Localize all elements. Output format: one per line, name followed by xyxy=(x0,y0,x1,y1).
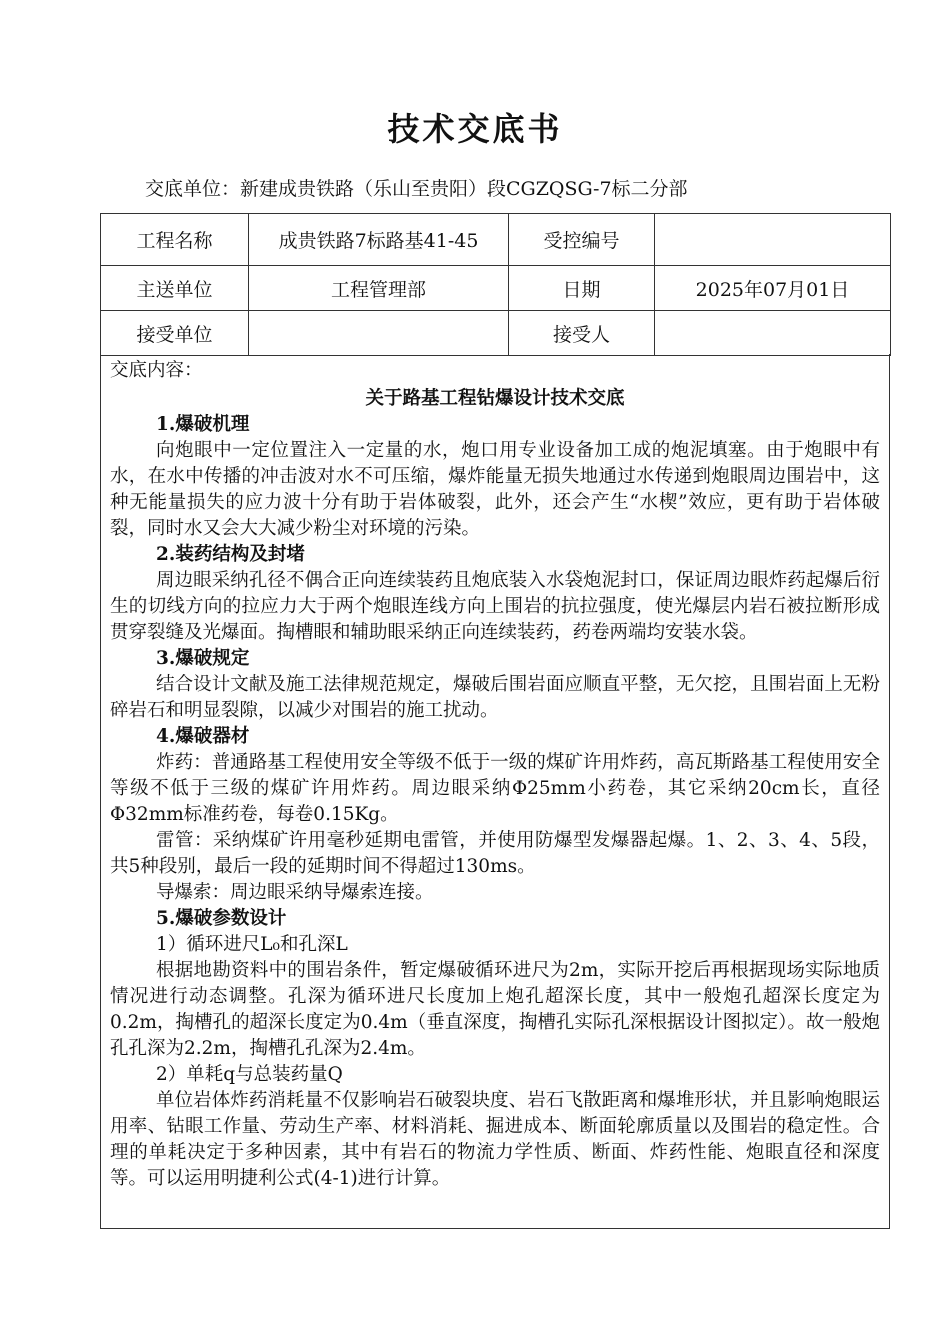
label-control-number: 受控编号 xyxy=(509,214,655,266)
section-heading-4: 4.爆破器材 xyxy=(156,726,250,747)
label-receiving-unit: 接受单位 xyxy=(101,311,249,356)
value-date: 2025年07月01日 xyxy=(655,266,891,311)
paragraph: 向炮眼中一定位置注入一定量的水，炮口用专业设备加工成的炮泥填塞。由于炮眼中有水，在水中传播的冲击波对水不可压缩，爆炸能量无损失地通过水传递到炮眼周边围岩中，这种无能量损失的应力波十分有助于岩体破裂，此外，还会产生“水楔”效应，更有助于岩体破裂，同时水又会大大减少粉尘对环境的污染。 xyxy=(110,440,880,539)
header-info-table xyxy=(100,213,891,356)
table-row xyxy=(101,214,891,266)
section-heading-3: 3.爆破规定 xyxy=(156,648,250,669)
label-main-recipient: 主送单位 xyxy=(101,266,249,311)
section-heading-1: 1.爆破机理 xyxy=(156,414,250,435)
value-project-name: 成贵铁路7标路基41-45 xyxy=(249,214,509,266)
label-date: 日期 xyxy=(509,266,655,311)
paragraph: 周边眼采纳孔径不偶合正向连续装药且炮底装入水袋炮泥封口，保证周边眼炸药起爆后衍生的切线方向的拉应力大于两个炮眼连线方向上围岩的抗拉强度，使光爆层内岩石被拉断形成贯穿裂缝及光爆面。掏槽眼和辅助眼采纳正向连续装药，药卷两端均安装水袋。 xyxy=(110,570,880,643)
content-label: 交底内容： xyxy=(110,360,203,381)
paragraph: 导爆索：周边眼采纳导爆索连接。 xyxy=(156,882,434,903)
value-receiving-unit xyxy=(249,311,509,356)
paragraph: 单位岩体炸药消耗量不仅影响岩石破裂块度、岩石飞散距离和爆堆形状，并且影响炮眼运用率、钻眼工作量、劳动生产率、材料消耗、掘进成本、断面轮廓质量以及围岩的稳定性。合理的单耗决定于多种因素，其中有岩石的物流力学性质、断面、炸药性能、炮眼直径和深度等。可以运用明捷利公式(4-1)进行计算。 xyxy=(110,1090,880,1189)
paragraph: 雷管：采纳煤矿许用毫秒延期电雷管，并使用防爆型发爆器起爆。1、2、3、4、5段，共5种段别，最后一段的延期时间不得超过130ms。 xyxy=(110,830,880,877)
section-heading-5: 5.爆破参数设计 xyxy=(156,908,287,929)
paragraph: 结合设计文献及施工法律规范规定，爆破后围岩面应顺直平整，无欠挖，且围岩面上无粉碎岩石和明显裂隙，以减少对围岩的施工扰动。 xyxy=(110,674,880,721)
paragraph: 根据地勘资料中的围岩条件，暂定爆破循环进尺为2m，实际开挖后再根据现场实际地质情况进行动态调整。孔深为循环进尺长度加上炮孔超深长度，其中一般炮孔超深长度定为0.2m，掏槽孔的超深长度定为0.4m（垂直深度，掏槽孔实际孔深根据设计图拟定）。故一般炮孔孔深为2.2m，掏槽孔孔深为2.4m。 xyxy=(110,960,880,1059)
label-receiver: 接受人 xyxy=(509,311,655,356)
paragraph: 炸药：普通路基工程使用安全等级不低于一级的煤矿许用炸药，高瓦斯路基工程使用安全等级不低于三级的煤矿许用炸药。周边眼采纳Φ25mm小药卷，其它采纳20cm长，直径Φ32mm标准药卷，每卷0.15Kg。 xyxy=(110,752,880,825)
briefing-content-box xyxy=(100,354,890,1229)
issuing-unit-line: 交底单位：新建成贵铁路（乐山至贵阳）段CGZQSG-7标二分部 xyxy=(145,178,688,200)
briefing-title: 关于路基工程钻爆设计技术交底 xyxy=(365,388,625,409)
value-main-recipient: 工程管理部 xyxy=(249,266,509,311)
table-row xyxy=(101,266,891,311)
subsection-heading: 2）单耗q与总装药量Q xyxy=(156,1064,343,1085)
value-control-number xyxy=(655,214,891,266)
label-project-name: 工程名称 xyxy=(101,214,249,266)
subsection-heading: 1）循环进尺L₀和孔深L xyxy=(156,934,348,955)
page-title: 技术交底书 xyxy=(387,110,563,148)
table-row xyxy=(101,311,891,356)
section-heading-2: 2.装药结构及封堵 xyxy=(156,544,305,565)
value-receiver xyxy=(655,311,891,356)
